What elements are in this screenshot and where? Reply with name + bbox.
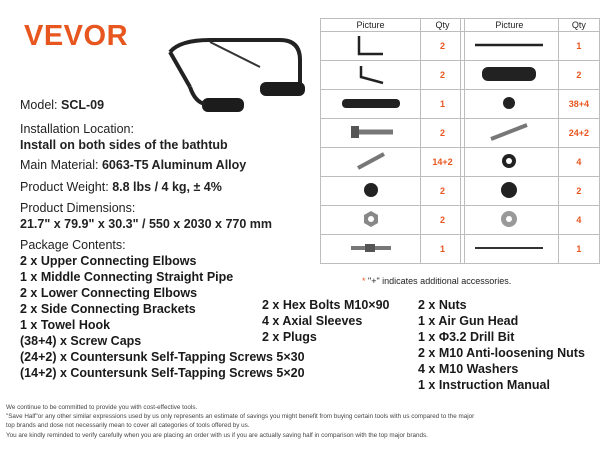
header-picture: Picture [321, 19, 421, 32]
header-picture: Picture [461, 19, 559, 32]
qty-cell: 1 [558, 235, 599, 264]
drill-bit-icon [461, 235, 559, 264]
parts-table-left [320, 18, 465, 264]
header-qty: Qty [558, 19, 599, 32]
list-item: (14+2) x Countersunk Self-Tapping Screws 5×20 [20, 366, 305, 380]
washer-icon [461, 206, 559, 235]
short-hex-key-icon [321, 61, 421, 90]
spec-dimensions-value: 21.7" x 79.9" x 30.3" / 550 x 2030 x 770 mm [20, 217, 272, 231]
spec-material: Main Material: 6063-T5 Aluminum Alloy [20, 158, 247, 172]
qty-cell: 24+2 [558, 119, 599, 148]
qty-cell: 2 [558, 177, 599, 206]
list-item: 2 x Lower Connecting Elbows [20, 286, 198, 300]
list-item: 1 x Instruction Manual [418, 378, 550, 392]
list-item: 4 x Axial Sleeves [262, 314, 363, 328]
list-item: (24+2) x Countersunk Self-Tapping Screws 5×30 [20, 350, 305, 364]
straight-pipe-icon [461, 32, 559, 61]
hex-bolt-icon [321, 119, 421, 148]
list-item: 2 x Upper Connecting Elbows [20, 254, 197, 268]
package-list-3 [418, 297, 585, 393]
package-list-2 [262, 297, 390, 345]
self-tapping-screw-short-icon [321, 148, 421, 177]
list-item: 4 x M10 Washers [418, 362, 519, 376]
list-item: 2 x Plugs [262, 330, 317, 344]
qty-cell: 2 [421, 206, 465, 235]
list-item: 1 x Towel Hook [20, 318, 111, 332]
qty-cell: 2 [421, 32, 465, 61]
qty-cell: 2 [421, 119, 465, 148]
package-contents-label: Package Contents: [20, 238, 126, 252]
qty-cell: 2 [421, 177, 465, 206]
self-tapping-screw-long-icon [461, 119, 559, 148]
plug-icon [321, 177, 421, 206]
air-gun-head-icon [321, 235, 421, 264]
screw-cap-icon [461, 90, 559, 119]
axial-sleeve-icon [461, 148, 559, 177]
qty-cell: 4 [558, 206, 599, 235]
anti-loosening-nut-icon [461, 177, 559, 206]
list-item: 2 x M10 Anti-loosening Nuts [418, 346, 585, 360]
nut-icon [321, 206, 421, 235]
list-item: 2 x Nuts [418, 298, 467, 312]
qty-cell: 2 [421, 61, 465, 90]
footer-line: top brands and dose not necessarily mean to cover all categories of tools offered by us. [6, 422, 250, 429]
footer-line: We continue to be committed to provide you with cost-effective tools. [6, 404, 198, 411]
bracket-icon [461, 61, 559, 90]
brand-logo: VEVOR [24, 20, 129, 52]
list-item: (38+4) x Screw Caps [20, 334, 142, 348]
qty-cell: 2 [558, 61, 599, 90]
list-item: 2 x Hex Bolts M10×90 [262, 298, 390, 312]
qty-cell: 14+2 [421, 148, 465, 177]
qty-cell: 1 [421, 90, 465, 119]
parts-table-right [460, 18, 600, 264]
spec-location-label: Installation Location: [20, 122, 134, 136]
list-item: 1 x Φ3.2 Drill Bit [418, 330, 515, 344]
accessories-note: * "+" indicates additional accessories. [362, 276, 512, 286]
spec-dimensions-label: Product Dimensions: [20, 201, 136, 215]
footer-line: You are kindly reminded to verify carefully when you are placing an order with us if you are actually saving half in comparison with the top major brands. [6, 432, 428, 439]
list-item: 2 x Side Connecting Brackets [20, 302, 196, 316]
qty-cell: 4 [558, 148, 599, 177]
product-image-icon [150, 32, 310, 127]
qty-cell: 1 [421, 235, 465, 264]
spec-weight: Product Weight: 8.8 lbs / 4 kg, ± 4% [20, 180, 222, 194]
spec-location-value: Install on both sides of the bathtub [20, 138, 228, 152]
qty-cell: 1 [558, 32, 599, 61]
header-qty: Qty [421, 19, 465, 32]
long-hex-key-icon [321, 32, 421, 61]
list-item: 1 x Air Gun Head [418, 314, 519, 328]
list-item: 1 x Middle Connecting Straight Pipe [20, 270, 234, 284]
qty-cell: 38+4 [558, 90, 599, 119]
towel-hook-icon [321, 90, 421, 119]
footer-line: "Save Half"or any other similar expressions used by us only represents an estimate of savings you might benefit from buying certain tools with us compared to the major [6, 413, 475, 420]
spec-model: Model: SCL-09 [20, 98, 105, 112]
